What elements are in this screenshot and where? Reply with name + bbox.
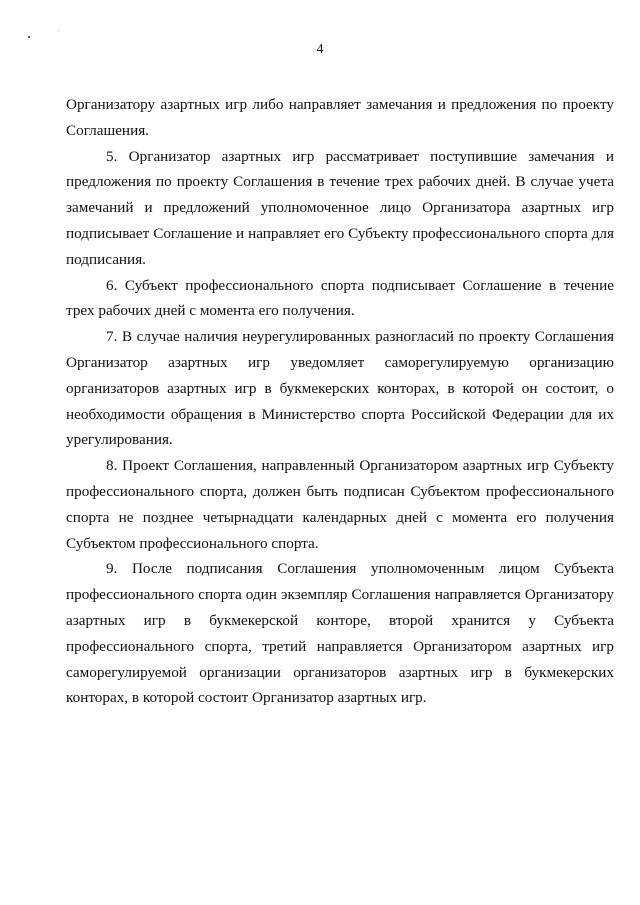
paragraph-8: 8. Проект Соглашения, направленный Организатором азартных игр Субъекту профессионального спорта, должен быть подписан Субъектом профессионального спорта не позднее четырнадцати календарных дней с момента его получения Субъектом профессионального спорта.	[66, 457, 614, 552]
paragraph-5: 5. Организатор азартных игр рассматривает поступившие замечания и предложения по проекту Соглашения в течение трех рабочих дней. В случае учета замечаний и предложений уполномоченное лицо Организатора азартных игр подписывает Соглашение и направляет его Субъекту профессионального спорта для подписания.	[66, 147, 614, 268]
document-body	[66, 92, 614, 711]
paragraph-6: 6. Субъект профессионального спорта подписывает Соглашение в течение трех рабочих дней с момента его получения.	[66, 276, 614, 320]
paragraph-9: 9. После подписания Соглашения уполномоченным лицом Субъекта профессионального спорта один экземпляр Соглашения направляется Организатору азартных игр в букмекерской конторе, второй хранится у Субъекта профессионального спорта, третий направляется Организатором азартных игр саморегулируемой организации организаторов азартных игр в букмекерских конторах, в которой состоит Организатор азартных игр.	[66, 560, 614, 707]
scan-speck	[28, 36, 30, 38]
paragraph-7: 7. В случае наличия неурегулированных разногласий по проекту Соглашения Организатор азартных игр уведомляет саморегулируемую организацию организаторов азартных игр в букмекерских конторах, в которой он состоит, о необходимости обращения в Министерство спорта Российской Федерации для их урегулирования.	[66, 328, 614, 449]
page-number: 4	[316, 42, 324, 57]
paragraph-continuation: Организатору азартных игр либо направляет замечания и предложения по проекту Соглашения.	[66, 96, 614, 139]
scan-speck	[58, 30, 59, 31]
